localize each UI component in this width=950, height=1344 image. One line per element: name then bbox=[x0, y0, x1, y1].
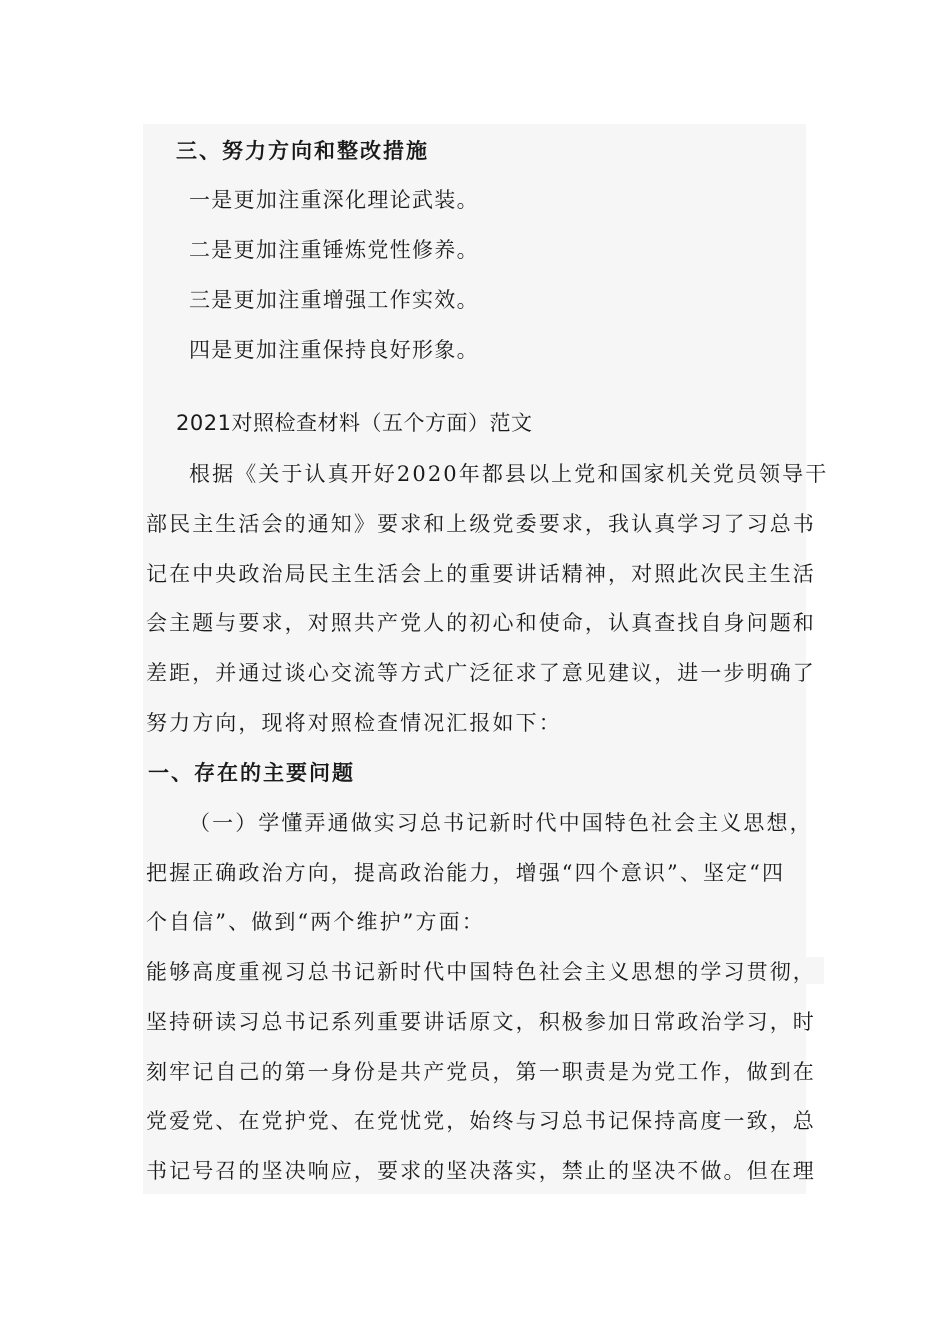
intro-line-2: 部民主生活会的通知》要求和上级党委要求，我认真学习了习总书 bbox=[146, 512, 816, 536]
section1-body-line-5: 书记号召的坚决响应，要求的坚决落实，禁止的坚决不做。但在理 bbox=[146, 1159, 816, 1183]
section3-item-4: 四是更加注重保持良好形象。 bbox=[189, 338, 479, 362]
intro-line-4: 会主题与要求，对照共产党人的初心和使命，认真查找自身问题和 bbox=[146, 611, 816, 635]
intro-line-3: 记在中央政治局民主生活会上的重要讲话精神，对照此次民主生活 bbox=[146, 562, 816, 586]
section1-heading: 一、存在的主要问题 bbox=[148, 760, 355, 785]
section1-sub1-line-1: （一）学懂弄通做实习总书记新时代中国特色社会主义思想， bbox=[189, 811, 813, 835]
section1-body-line-2: 坚持研读习总书记系列重要讲话原文，积极参加日常政治学习，时 bbox=[146, 1010, 816, 1034]
intro-line-1: 根据《关于认真开好2020年都县以上党和国家机关党员领导干 bbox=[189, 462, 829, 486]
section3-heading: 三、努力方向和整改措施 bbox=[176, 138, 429, 163]
section1-body-line-4: 党爱党、在党护党、在党忧党，始终与习总书记保持高度一致，总 bbox=[146, 1109, 816, 1133]
document-title: 2021对照检查材料（五个方面）范文 bbox=[176, 411, 533, 435]
section1-body-line-3: 刻牢记自己的第一身份是共产党员，第一职责是为党工作，做到在 bbox=[146, 1060, 816, 1084]
section3-item-2: 二是更加注重锤炼党性修养。 bbox=[189, 238, 479, 262]
section1-sub1-line-2: 把握正确政治方向，提高政治能力，增强“四个意识”、坚定“四 bbox=[146, 861, 786, 885]
intro-line-6: 努力方向，现将对照检查情况汇报如下： bbox=[146, 711, 562, 735]
section3-item-1: 一是更加注重深化理论武装。 bbox=[189, 188, 479, 212]
section1-body-line-1: 能够高度重视习总书记新时代中国特色社会主义思想的学习贯彻， bbox=[146, 960, 816, 984]
intro-line-5: 差距，并通过谈心交流等方式广泛征求了意见建议，进一步明确了 bbox=[146, 661, 816, 685]
section3-item-3: 三是更加注重增强工作实效。 bbox=[189, 288, 479, 312]
section1-sub1-line-3: 个自信”、做到“两个维护”方面： bbox=[146, 910, 485, 934]
